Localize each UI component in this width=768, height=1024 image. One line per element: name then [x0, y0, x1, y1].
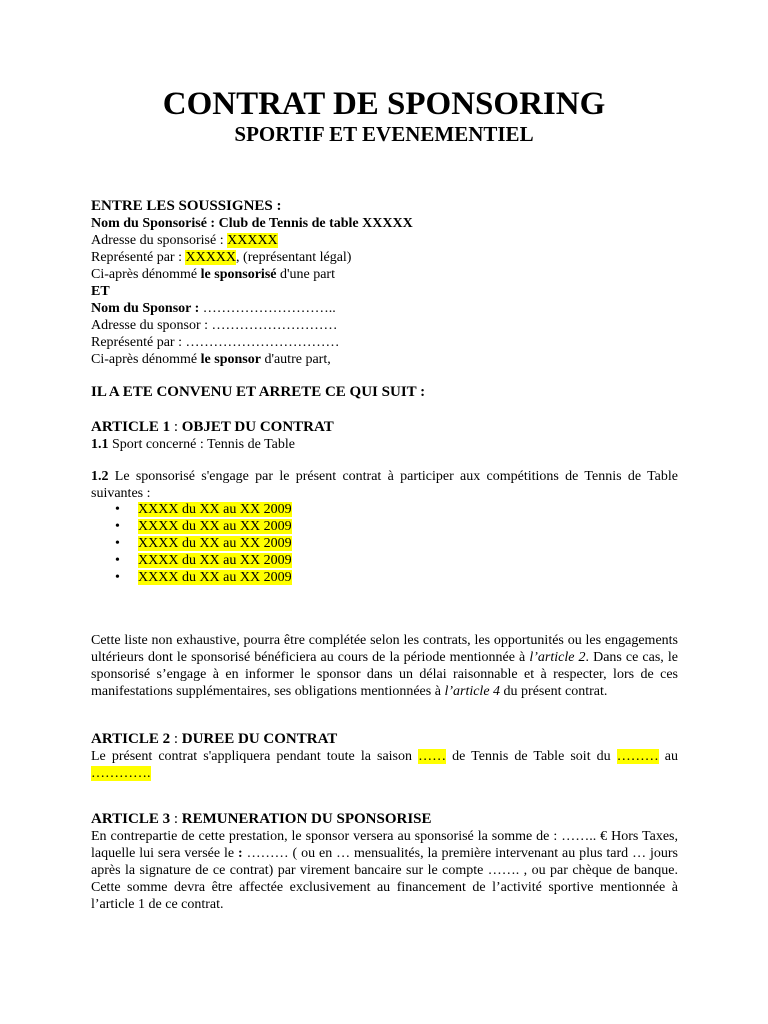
article-3-text — [91, 828, 678, 913]
competition-entry: XXXX du XX au XX 2009 — [138, 519, 292, 534]
sponsorise-rep-suffix: , (représentant légal) — [236, 250, 352, 265]
sponsorise-address-value: XXXXX — [227, 233, 278, 248]
designation-bold: le sponsorisé — [200, 267, 277, 282]
competition-entry: XXXX du XX au XX 2009 — [138, 553, 292, 568]
sponsor-name — [91, 300, 336, 317]
designation-text: d'une part — [276, 267, 335, 282]
article-2-text — [91, 748, 678, 782]
article-reference: l’article 2 — [529, 650, 586, 665]
sponsor-name-label: Nom du Sponsor : — [91, 301, 203, 316]
list-item — [91, 501, 292, 518]
designation-text: Ci-après dénommé — [91, 267, 201, 282]
competition-entry: XXXX du XX au XX 2009 — [138, 570, 292, 585]
designation-bold: le sponsor — [200, 352, 261, 367]
competition-entry: XXXX du XX au XX 2009 — [138, 536, 292, 551]
designation-text: Ci-après dénommé — [91, 352, 201, 367]
designation-text: d'autre part, — [260, 352, 331, 367]
list-item — [91, 552, 292, 569]
start-date-blank: ……… — [616, 749, 659, 764]
clause-text: ……… ( ou en … mensualités, la première intervenant au plus tard … jours après la signature de ce contrat) par virement bancaire sur le compte ……. , ou par chèque de banque. Cette somme devra être affectée exclusivement au financement de l’activité sportive mentionnée à l’article 1 de ce contrat. — [91, 846, 678, 912]
list-item — [91, 535, 292, 552]
bullet-icon: • — [115, 536, 120, 551]
list-item — [91, 518, 292, 535]
sponsorise-representative — [91, 249, 351, 266]
clause-colon: : — [238, 846, 243, 861]
article-separator: : — [170, 731, 182, 747]
sponsorise-rep-value: XXXXX — [185, 250, 237, 265]
article-1-2 — [91, 468, 678, 502]
sponsor-representative: Représenté par : …………………………… — [91, 335, 340, 350]
note-text: du présent contrat. — [500, 684, 608, 699]
clause-number: 1.1 — [91, 437, 109, 452]
sponsorise-name: Nom du Sponsorisé : Club de Tennis de table XXXXX — [91, 216, 413, 231]
document-subtitle: SPORTIF ET EVENEMENTIEL — [234, 122, 534, 146]
article-separator: : — [170, 419, 182, 435]
article-1-title — [91, 419, 334, 436]
clause-number: 1.2 — [91, 469, 109, 484]
article-3-title — [91, 811, 432, 828]
sponsor-address: Adresse du sponsor : ……………………… — [91, 318, 338, 333]
sponsorise-rep-label: Représenté par : — [91, 250, 186, 265]
list-item — [91, 569, 292, 586]
document-title: CONTRAT DE SPONSORING — [162, 86, 606, 122]
sponsorise-address — [91, 232, 278, 249]
bullet-icon: • — [115, 553, 120, 568]
sponsorise-address-label: Adresse du sponsorisé : — [91, 233, 228, 248]
bullet-icon: • — [115, 519, 120, 534]
end-date-blank: …………. — [91, 766, 151, 781]
et-separator: ET — [91, 284, 110, 299]
sponsor-designation — [91, 351, 331, 368]
article-1-1 — [91, 436, 295, 453]
sponsor-name-value: ……………………….. — [202, 301, 336, 316]
article-name: DUREE DU CONTRAT — [181, 731, 338, 747]
clause-text: de Tennis de Table soit du — [446, 749, 617, 764]
competition-entry: XXXX du XX au XX 2009 — [138, 502, 292, 517]
article-number: ARTICLE 3 — [91, 811, 171, 827]
article-name: REMUNERATION DU SPONSORISE — [181, 811, 432, 827]
article-1-note — [91, 632, 678, 700]
bullet-icon: • — [115, 502, 120, 517]
bullet-icon: • — [115, 570, 120, 585]
parties-heading: ENTRE LES SOUSSIGNES : — [91, 198, 282, 214]
season-blank: …… — [418, 749, 447, 764]
note-text: . Dans ce cas, le sponsorisé s’engage à en informer le sponsor dans un délai raisonnable et à respecter, lors de ces manifestations supplémentaires, ses obligations mentionnées à — [91, 650, 678, 699]
article-reference: l’article 4 — [444, 684, 501, 699]
clause-text: Le sponsorisé s'engage par le présent contrat à participer aux compétitions de Tennis de Table suivantes : — [91, 469, 678, 501]
article-name: OBJET DU CONTRAT — [181, 419, 334, 435]
clause-text: Le présent contrat s'appliquera pendant toute la saison — [91, 749, 419, 764]
agreement-heading: IL A ETE CONVENU ET ARRETE CE QUI SUIT : — [91, 384, 426, 400]
article-separator: : — [170, 811, 182, 827]
sponsorise-designation — [91, 266, 335, 283]
competition-list — [91, 501, 292, 586]
note-text: Cette liste non exhaustive, pourra être complétée selon les contrats, les opportunités ou les engagements ultérieurs dont le sponsorisé bénéficiera au cours de la période mentionnée à — [91, 633, 678, 665]
clause-text: En contrepartie de cette prestation, le sponsor versera au sponsorisé la somme de : …….. € Hors Taxes, laquelle lui sera versée le — [91, 829, 678, 861]
article-number: ARTICLE 2 — [91, 731, 171, 747]
article-number: ARTICLE 1 — [91, 419, 171, 435]
clause-text: Sport concerné : Tennis de Table — [108, 437, 295, 452]
clause-text: au — [658, 749, 678, 764]
article-2-title — [91, 731, 337, 748]
